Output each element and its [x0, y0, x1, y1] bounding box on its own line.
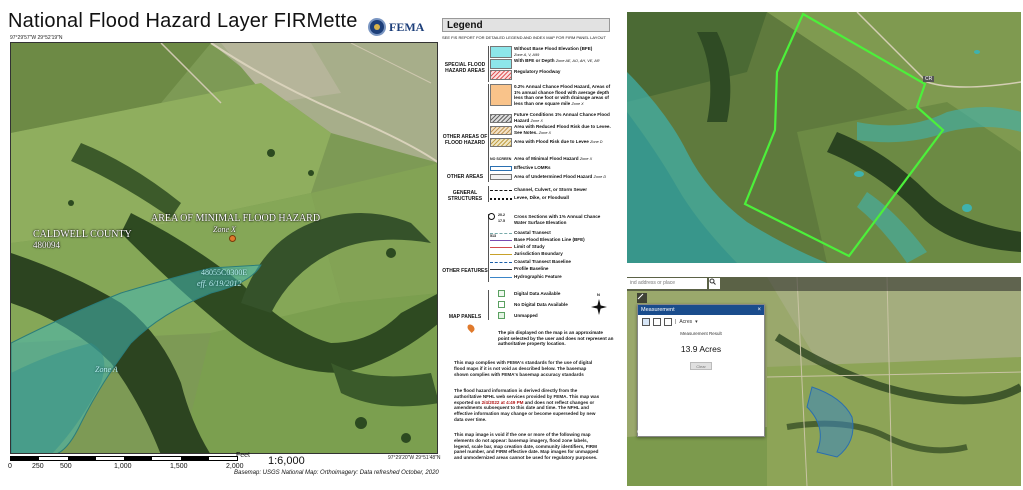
- swatch-future: [490, 114, 512, 123]
- unit-select[interactable]: Acres: [679, 319, 693, 325]
- fema-logo: [368, 16, 438, 38]
- panel-eff-label: eff. 6/19/2012: [197, 279, 242, 288]
- clear-button[interactable]: Clear: [690, 362, 712, 370]
- line-bfe: [490, 240, 512, 241]
- measurement-title: Measurement: [641, 307, 675, 313]
- legend-channel: Channel, Culvert, or Storm Sewer: [514, 187, 588, 192]
- legend-digital: Digital Data Available: [514, 291, 561, 296]
- swatch-no-digital: [498, 301, 505, 308]
- scale-unit: Feet: [236, 452, 251, 459]
- county-label: CALDWELL COUNTY: [33, 229, 132, 240]
- map-imagery: [11, 43, 438, 454]
- zone-x-label: Zone X: [213, 225, 236, 234]
- pin-legend-icon: [466, 323, 476, 333]
- swatch-loms: [490, 166, 512, 171]
- line-jurisdiction: [490, 254, 512, 255]
- address-search-input[interactable]: ind address or place: [627, 278, 707, 289]
- scale-ratio: 1:6,000: [268, 455, 305, 467]
- swatch-annual-02: [490, 84, 512, 106]
- panel-id-label: 48055C0300E: [201, 268, 248, 277]
- swatch-unmapped: [498, 312, 505, 319]
- legend-limit-study: Limit of Study: [514, 244, 545, 249]
- export-paragraph: The flood hazard information is derived directly from the authoritative NFHL web services provided by FEMA. This map was exported on 2/4/2022 at 4:49 PM and does not reflect changes or amendments subsequent to this date and time. The NFHL and effective information may change or become superseded by new data over time.: [454, 388, 600, 422]
- legend-levee-risk: Area with Flood Risk due to Levee Zone D: [514, 139, 603, 144]
- swatch-digital: [498, 290, 505, 297]
- cross-section-num2: 17.5: [498, 219, 505, 223]
- area-tool-icon[interactable]: [642, 318, 650, 326]
- legend-coastal-baseline: Coastal Transect Baseline: [514, 259, 571, 264]
- location-pin-icon[interactable]: [229, 235, 236, 242]
- legend-cross-sections: Cross Sections with 1% Annual Chance Water Surface Elevation: [514, 214, 601, 225]
- group-general: GENERAL STRUCTURES: [447, 190, 483, 202]
- legend-bfe-line: Base Flood Elevation Line (BFE): [514, 237, 585, 242]
- measurement-tools: [638, 315, 764, 329]
- legend-levee: Levee, Dike, or Floodwall: [514, 195, 569, 200]
- legend-title: Legend: [442, 18, 610, 32]
- swatch-levee-reduced: [490, 126, 512, 135]
- cross-section-icon: [488, 213, 495, 220]
- road-label: CR: [925, 76, 933, 82]
- scale-tick: 1,000: [114, 463, 132, 470]
- legend-no-bfe: Without Base Flood Elevation (BFE) Zone A, V, A99: [514, 46, 593, 57]
- swatch-floodway: [490, 70, 512, 80]
- north-label: N: [597, 292, 600, 297]
- legend-profile-baseline: Profile Baseline: [514, 266, 549, 271]
- scale-tick: 1,500: [170, 463, 188, 470]
- line-limit-study: [490, 247, 512, 248]
- legend-pin-note: The pin displayed on the map is an approximate point selected by the user and does not represent an authoritative property location.: [498, 330, 614, 347]
- firmette-title: National Flood Hazard Layer FIRMette: [8, 10, 358, 32]
- aerial-imagery: [627, 12, 1021, 263]
- chevron-down-icon[interactable]: ▾: [695, 319, 698, 325]
- legend-hydrographic: Hydrographic Feature: [514, 274, 562, 279]
- dhs-seal-icon: [368, 18, 386, 36]
- search-icon[interactable]: [709, 278, 720, 289]
- group-other-areas: OTHER AREAS: [446, 174, 484, 180]
- line-coastal-baseline: [490, 262, 512, 263]
- legend-loms: Effective LOMRs: [514, 165, 551, 170]
- group-other-features: OTHER FEATURES: [442, 268, 488, 274]
- legend-floodway: Regulatory Floodway: [514, 69, 561, 74]
- swatch-levee-risk: [490, 138, 512, 147]
- county-code: 480094: [33, 240, 60, 250]
- legend-note: SEE FIS REPORT FOR DETAILED LEGEND AND INDEX MAP FOR FIRM PANEL LAYOUT: [442, 35, 606, 40]
- measurement-header: [638, 305, 764, 315]
- line-hydrographic: [490, 277, 512, 278]
- aerial-boundary-map[interactable]: [627, 12, 1021, 263]
- bfe-line-num: 513: [490, 234, 496, 238]
- line-levee: [490, 198, 512, 200]
- basemap-credit: Basemap: USGS National Map: Orthoimagery: Data refreshed October, 2020: [234, 470, 439, 476]
- measurement-panel: [637, 304, 765, 437]
- close-icon[interactable]: ×: [757, 307, 761, 313]
- unit-separator: |: [675, 319, 677, 325]
- swatch-undetermined: [490, 174, 512, 180]
- line-channel: [490, 190, 512, 191]
- swatch-with-bfe: [490, 59, 512, 69]
- scale-tick: 500: [60, 463, 72, 470]
- legend-future: Future Conditions 1% Annual Chance Flood Hazard Zone X: [514, 112, 610, 123]
- legend-levee-reduced: Area with Reduced Flood Risk due to Levee. See Notes. Zone X: [514, 124, 611, 135]
- minimal-hazard-label: AREA OF MINIMAL FLOOD HAZARD: [151, 213, 321, 224]
- group-map-panels: MAP PANELS: [448, 314, 482, 320]
- scale-tick: 250: [32, 463, 44, 470]
- coord-top-left: 97°29'57"W 29°52'19"N: [10, 35, 63, 41]
- line-profile-baseline: [490, 269, 512, 270]
- zone-a-label: Zone A: [95, 365, 118, 374]
- void-paragraph: This map image is void if the one or more of the following map elements do not appear: basemap imagery, flood zone labels, legend, scale bar, map creation date, community identifiers, FIRM panel number, and FIRM effective date. Map images for unmapped and unmodernized areas cannot be used for regulatory purposes.: [454, 432, 599, 461]
- swatch-no-bfe: [490, 46, 512, 58]
- legend-no-digital: No Digital Data Available: [514, 302, 568, 307]
- measure-tool-icon[interactable]: [637, 293, 647, 303]
- group-sfha: SPECIAL FLOOD HAZARD AREAS: [444, 62, 486, 74]
- measurement-result-value: 13.9 Acres: [680, 344, 722, 354]
- legend-unmapped: Unmapped: [514, 313, 538, 318]
- legend-with-bfe: With BFE or Depth Zone AE, AO, AH, VE, AR: [514, 58, 600, 63]
- north-arrow-icon: [590, 298, 608, 316]
- scale-tick: 0: [8, 463, 12, 470]
- imagery-credit: Maxar, CTR, available, Copyright: [637, 430, 689, 434]
- legend-jurisdiction: Jurisdiction Boundary: [514, 251, 563, 256]
- scale-tick: 2,000: [226, 463, 244, 470]
- legend-panel: [442, 18, 614, 468]
- measurement-map[interactable]: [627, 277, 1021, 486]
- location-tool-icon[interactable]: [664, 318, 672, 326]
- cross-section-num: 20.2: [498, 213, 505, 217]
- scale-bar: [10, 456, 238, 461]
- legend-coastal-transect: Coastal Transect: [514, 230, 551, 235]
- distance-tool-icon[interactable]: [653, 318, 661, 326]
- measurement-result-label: Measurement Result: [680, 331, 722, 336]
- compliance-paragraph: This map complies with FEMA's standards for the use of digital flood maps if it is not void as described below. The basemap shown complies with FEMA's basemap accuracy standards: [454, 360, 593, 377]
- group-other-flood: OTHER AREAS OF FLOOD HAZARD: [442, 134, 488, 146]
- legend-no-screen: NO SCREEN: [490, 157, 512, 161]
- legend-annual-02: 0.2% Annual Chance Flood Hazard, Areas of 1% annual chance flood with average depth less than one foot or with drainage areas of less than one square mile Zone X: [514, 84, 611, 106]
- flood-map[interactable]: [10, 42, 438, 454]
- legend-undetermined: Area of Undetermined Flood Hazard Zone D: [514, 174, 607, 179]
- coord-bottom-right: 97°29'20"W 29°51'48"N: [388, 455, 441, 461]
- fema-wordmark: FEMA: [389, 19, 425, 34]
- legend-minimal: Area of Minimal Flood Hazard Zone X: [514, 156, 593, 161]
